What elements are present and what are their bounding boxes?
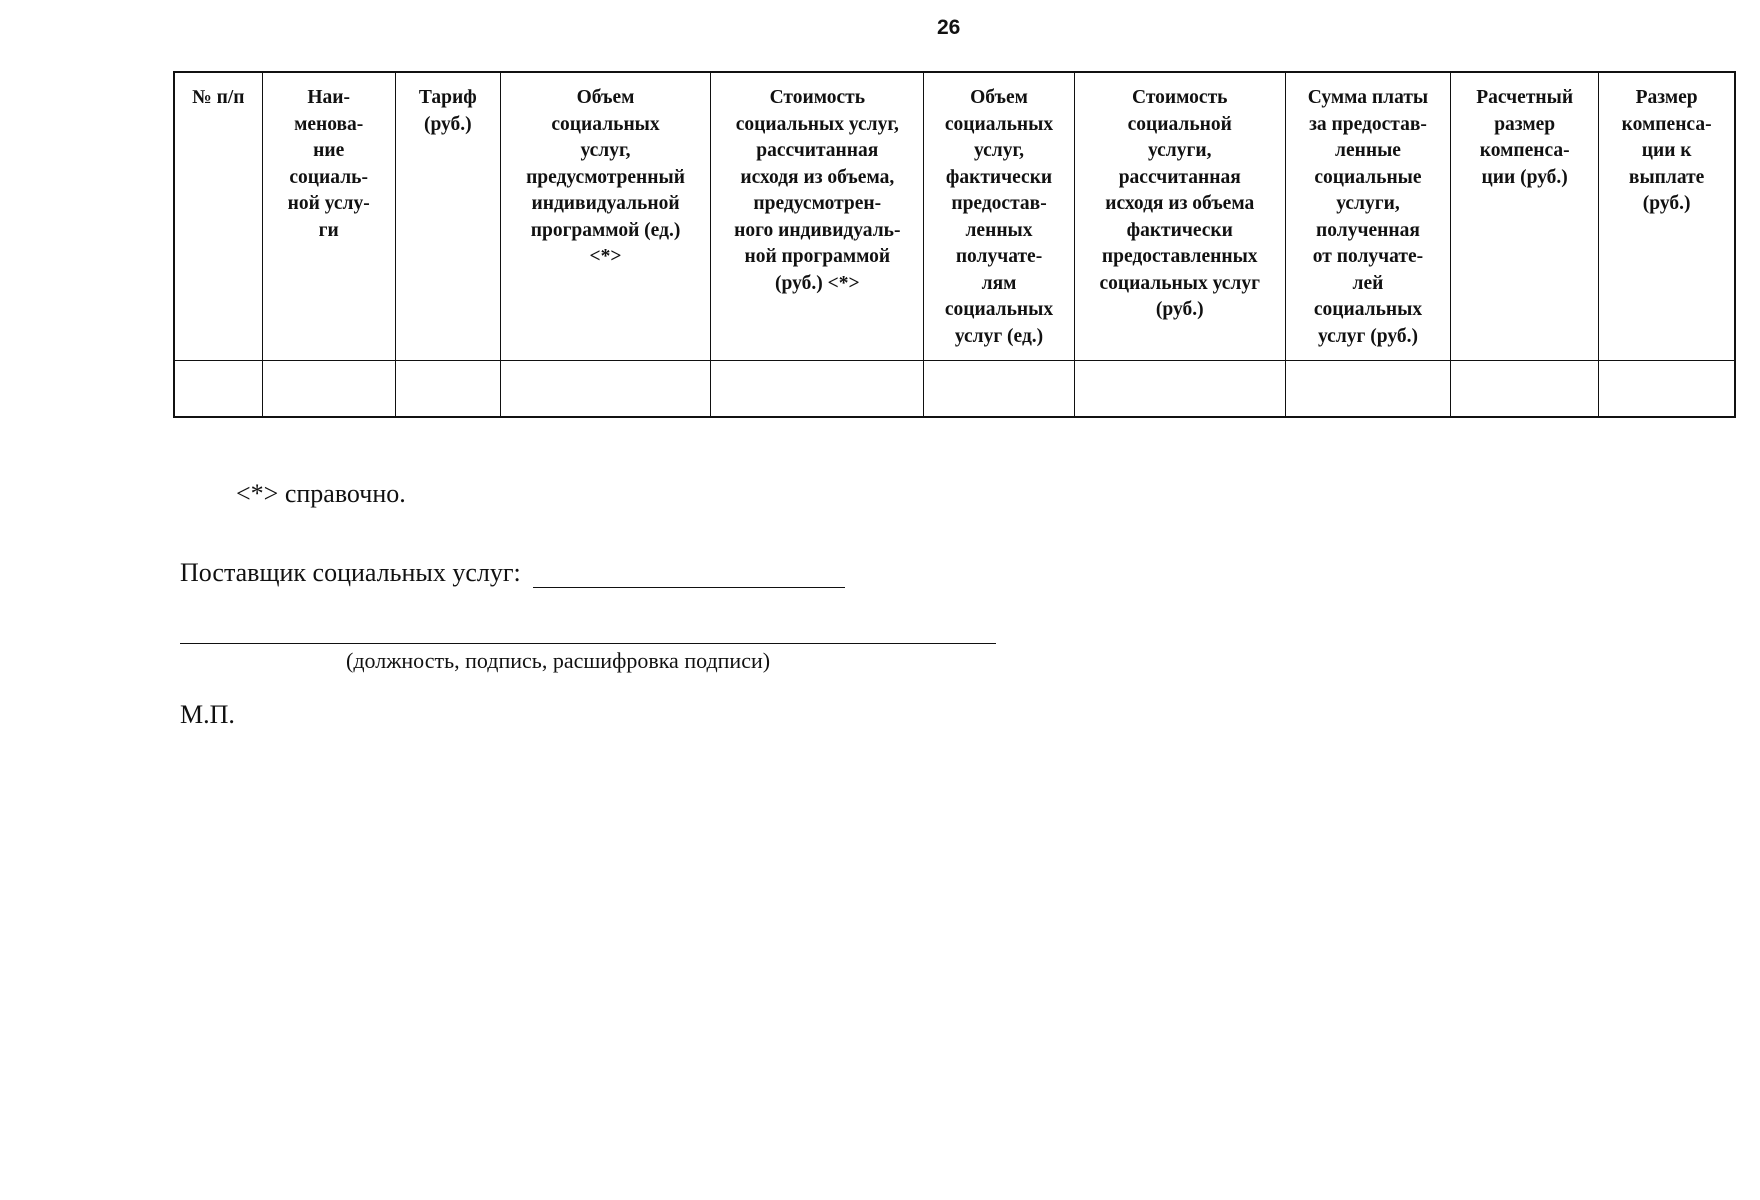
- header-cell: [1599, 72, 1735, 360]
- page-number: 26: [937, 16, 961, 39]
- table-cell[interactable]: [711, 360, 924, 417]
- header-cell: [1285, 72, 1450, 360]
- table-cell[interactable]: [1285, 360, 1450, 417]
- header-cell: [395, 72, 500, 360]
- table-row: [174, 360, 1735, 417]
- table-cell[interactable]: [1599, 360, 1735, 417]
- table-header-row: [174, 72, 1735, 360]
- signature-line[interactable]: [180, 643, 996, 644]
- header-number: № п/п: [192, 87, 245, 108]
- header-planned-cost: Стоимость социальных услуг, рассчитанная исходя из объема, предусмотрен- ного индивидуаль- ной программой (руб.) <*>: [734, 87, 901, 294]
- header-cell: [262, 72, 395, 360]
- header-actual-volume: Объем социальных услуг, фактически предостав- ленных получате- лям социальных услуг (ед.): [944, 87, 1054, 347]
- header-payment-sum: Сумма платы за предостав- ленные социальные услуги, полученная от получате- лей социальных услуг (руб.): [1307, 87, 1429, 347]
- provider-blank-line[interactable]: [533, 557, 845, 588]
- table-cell[interactable]: [1074, 360, 1285, 417]
- header-actual-cost: Стоимость социальной услуги, рассчитанная исходя из объема фактически предоставленных социальных услуг (руб.): [1099, 87, 1260, 320]
- table-cell[interactable]: [500, 360, 710, 417]
- header-compensation-payable: Размер компенса- ции к выплате (руб.): [1621, 87, 1712, 214]
- services-table: [173, 71, 1736, 418]
- header-planned-volume: Объем социальных услуг, предусмотренный индивидуальной программой (ед.) <*>: [526, 87, 685, 267]
- header-service-name: Наи- менова- ние социаль- ной услу- ги: [287, 87, 370, 241]
- header-calculated-compensation: Расчетный размер компенса- ции (руб.): [1476, 87, 1574, 188]
- table-cell[interactable]: [262, 360, 395, 417]
- stamp-label: М.П.: [180, 700, 235, 729]
- table-cell[interactable]: [924, 360, 1074, 417]
- signature-caption: (должность, подпись, расшифровка подписи): [346, 648, 771, 673]
- provider-row: [180, 557, 845, 588]
- header-cell: [711, 72, 924, 360]
- header-cell: [1074, 72, 1285, 360]
- table-cell[interactable]: [1451, 360, 1599, 417]
- table-cell[interactable]: [174, 360, 262, 417]
- footnote: <*> справочно.: [236, 479, 406, 508]
- table-cell[interactable]: [395, 360, 500, 417]
- header-tariff: Тариф (руб.): [418, 87, 477, 135]
- header-cell: [1451, 72, 1599, 360]
- provider-label: Поставщик социальных услуг:: [180, 558, 521, 587]
- header-cell: [924, 72, 1074, 360]
- header-cell: [500, 72, 710, 360]
- header-cell: [174, 72, 262, 360]
